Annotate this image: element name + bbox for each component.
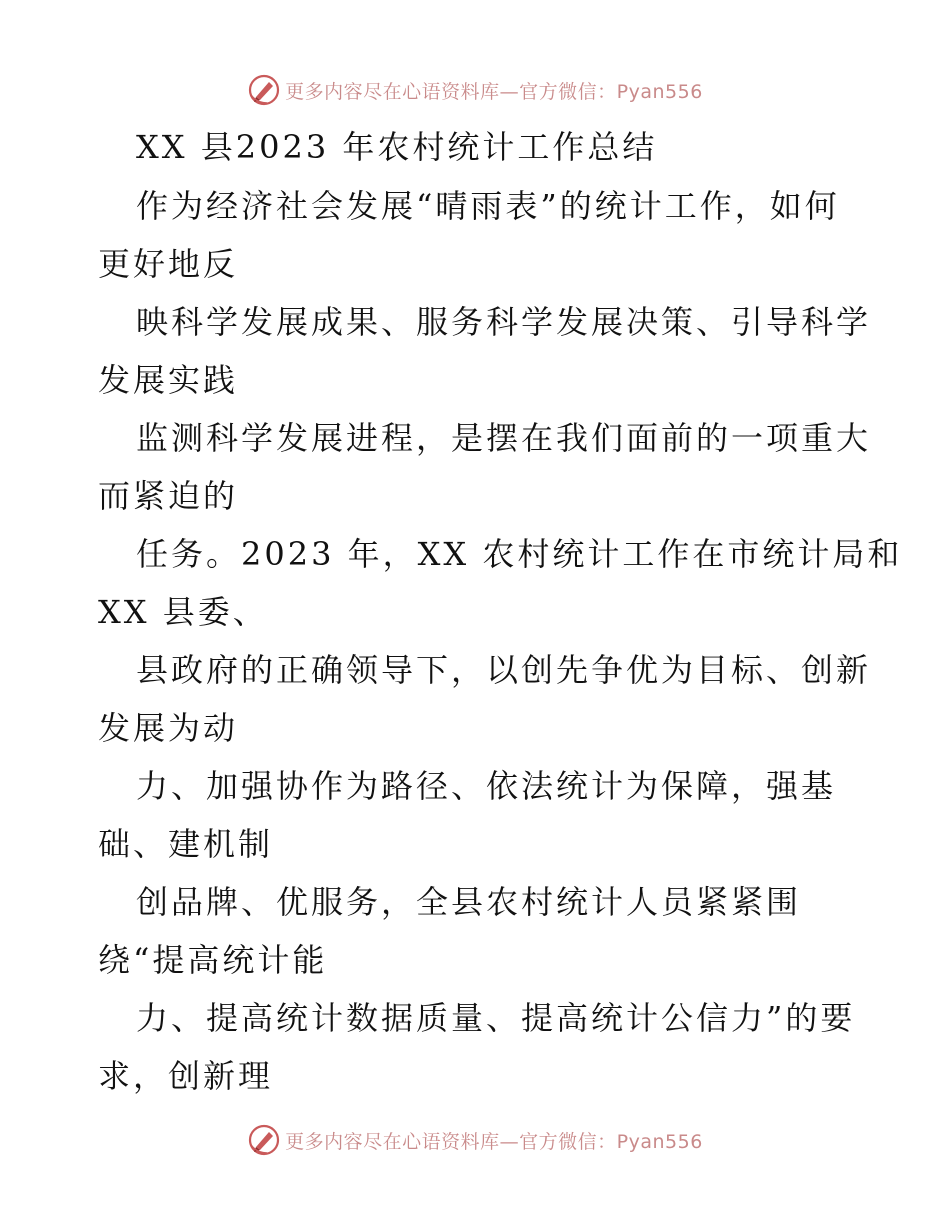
watermark-wechat-id: Pyan556 bbox=[616, 80, 703, 103]
paragraph-line: 发展实践 bbox=[98, 361, 239, 399]
watermark-text: 更多内容尽在心语资料库—官方微信：Pyan556 bbox=[285, 80, 703, 103]
watermark-footer bbox=[0, 1120, 950, 1160]
paragraph-line: 础、建机制 bbox=[98, 825, 274, 863]
paragraph-line: 作为经济社会发展“晴雨表”的统计工作，如何 bbox=[136, 187, 840, 225]
paragraph-line: 映科学发展成果、服务科学发展决策、引导科学 bbox=[136, 303, 872, 341]
paragraph-line: 创品牌、优服务，全县农村统计人员紧紧围 bbox=[136, 883, 802, 921]
paragraph-line: XX 县委、 bbox=[98, 593, 268, 631]
paragraph-line: 监测科学发展进程，是摆在我们面前的一项重大 bbox=[136, 419, 872, 457]
pen-logo-icon bbox=[247, 1123, 281, 1157]
paragraph-line: 求，创新理 bbox=[98, 1057, 274, 1095]
paragraph-line: 县政府的正确领导下，以创先争优为目标、创新 bbox=[136, 651, 872, 689]
paragraph-line: 更好地反 bbox=[98, 245, 239, 283]
paragraph-line: 绕“提高统计能 bbox=[98, 941, 328, 979]
paragraph-line: 而紧迫的 bbox=[98, 477, 239, 515]
watermark-wechat-id: Pyan556 bbox=[616, 1130, 703, 1153]
watermark-text: 更多内容尽在心语资料库—官方微信：Pyan556 bbox=[285, 1130, 703, 1153]
paragraph-line: 任务。2023 年，XX 农村统计工作在市统计局和 bbox=[136, 535, 903, 573]
paragraph-line: 发展为动 bbox=[98, 709, 239, 747]
watermark-header bbox=[0, 70, 950, 110]
pen-logo-icon bbox=[247, 73, 281, 107]
paragraph-line: 力、加强协作为路径、依法统计为保障，强基 bbox=[136, 767, 837, 805]
paragraph-line: 力、提高统计数据质量、提高统计公信力”的要 bbox=[136, 999, 856, 1037]
document-title: XX 县2023 年农村统计工作总结 bbox=[136, 128, 658, 166]
